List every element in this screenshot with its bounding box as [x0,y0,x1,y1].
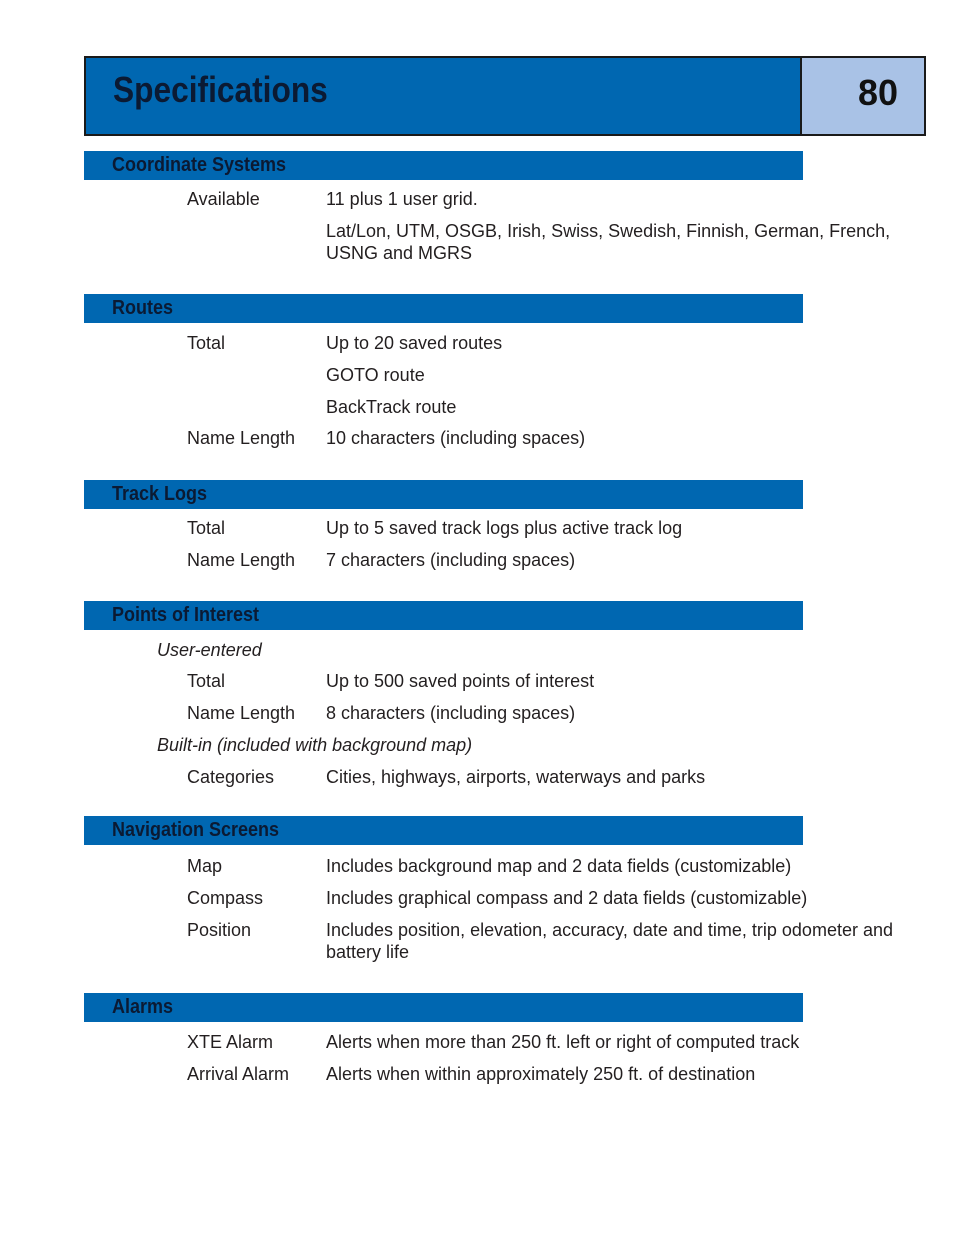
section-header-coordinate-systems [84,151,803,180]
spec-value: Includes position, elevation, accuracy, date and time, trip odometer and battery life [326,920,893,962]
spec-value: 11 plus 1 user grid. [326,189,478,209]
spec-value: Includes graphical compass and 2 data fields (customizable) [326,888,808,908]
spec-value: Up to 500 saved points of interest [326,671,595,691]
spec-value: 8 characters (including spaces) [326,703,576,723]
subheading: User-entered [157,640,262,660]
spec-value: Lat/Lon, UTM, OSGB, Irish, Swiss, Swedish, Finnish, German, French, USNG and MGRS [326,221,891,263]
section-header-track-logs [84,480,803,509]
spec-label: XTE Alarm [187,1032,274,1052]
section-header-points-of-interest [84,601,803,630]
spec-label: Total [187,518,226,538]
section-header-alarms [84,993,803,1022]
spec-value: Alerts when more than 250 ft. left or right of computed track [326,1032,800,1052]
spec-label: Name Length [187,550,296,570]
subheading: Built-in (included with background map) [157,735,473,755]
page-title: Specifications [113,69,328,110]
section-header-navigation-screens [84,816,803,845]
section-title: Routes [112,297,174,319]
spec-label: Map [187,856,223,876]
spec-value: Includes background map and 2 data fields (customizable) [326,856,792,876]
section-title: Points of Interest [112,604,260,626]
spec-value: Cities, highways, airports, waterways and parks [326,767,706,787]
spec-label: Arrival Alarm [187,1064,290,1084]
spec-value: Up to 5 saved track logs plus active track log [326,518,683,538]
spec-label: Total [187,333,226,353]
spec-value: BackTrack route [326,397,457,417]
section-title: Coordinate Systems [112,154,287,176]
section-title: Track Logs [112,483,208,505]
spec-value: 7 characters (including spaces) [326,550,576,570]
section-title: Alarms [112,996,174,1018]
page-number: 80 [857,72,898,113]
spec-label: Compass [187,888,264,908]
title-bar [84,56,926,136]
spec-value: Up to 20 saved routes [326,333,503,353]
section-header-routes [84,294,803,323]
page-number-box [800,58,924,134]
spec-value: 10 characters (including spaces) [326,428,586,448]
spec-label: Available [187,189,260,209]
spec-label: Name Length [187,428,296,448]
spec-value: Alerts when within approximately 250 ft. of destination [326,1064,756,1084]
spec-label: Name Length [187,703,296,723]
spec-label: Position [187,920,252,940]
section-title: Navigation Screens [112,819,280,841]
spec-label: Total [187,671,226,691]
spec-label: Categories [187,767,275,787]
spec-value: GOTO route [326,365,425,385]
